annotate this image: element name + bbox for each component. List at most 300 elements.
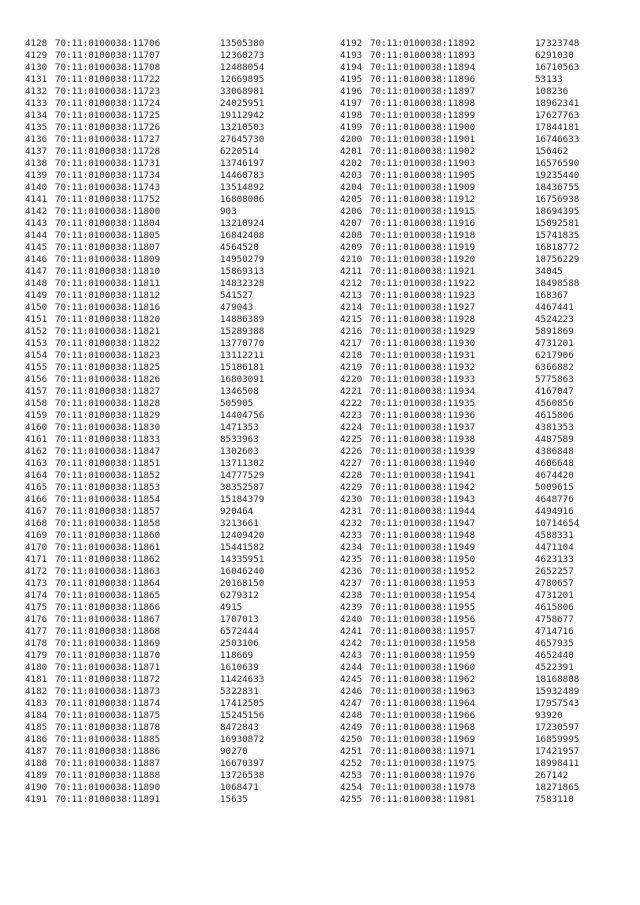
row-value: 1610639 — [220, 662, 259, 673]
row-index: 4130 — [25, 62, 48, 73]
row-index: 4241 — [340, 626, 363, 637]
cadastral-number: 70:11:0100038:11743 — [55, 182, 161, 193]
right-column — [340, 38, 579, 806]
table-row — [340, 206, 579, 218]
row-value: 4615806 — [535, 410, 574, 421]
row-value: 13514892 — [220, 182, 265, 193]
row-value: 15741835 — [535, 230, 580, 241]
table-row — [340, 86, 579, 98]
row-index: 4169 — [25, 530, 48, 541]
cadastral-number: 70:11:0100038:11940 — [370, 458, 476, 469]
row-value: 13505380 — [220, 38, 265, 49]
row-index: 4220 — [340, 374, 363, 385]
row-value: 27645730 — [220, 134, 265, 145]
row-index: 4184 — [25, 710, 48, 721]
row-index: 4244 — [340, 662, 363, 673]
table-row — [25, 554, 264, 566]
table-row — [25, 674, 264, 686]
row-value: 16756938 — [535, 194, 580, 205]
table-row — [25, 386, 264, 398]
row-index: 4157 — [25, 386, 48, 397]
row-value: 8472843 — [220, 722, 259, 733]
cadastral-number: 70:11:0100038:11728 — [55, 146, 161, 157]
cadastral-number: 70:11:0100038:11894 — [370, 62, 476, 73]
table-row — [340, 134, 579, 146]
row-value: 16803091 — [220, 374, 265, 385]
row-value: 16710563 — [535, 62, 580, 73]
table-row — [25, 350, 264, 362]
row-index: 4150 — [25, 302, 48, 313]
table-row — [340, 674, 579, 686]
row-index: 4234 — [340, 542, 363, 553]
table-row — [340, 578, 579, 590]
row-index: 4176 — [25, 614, 48, 625]
table-row — [340, 782, 579, 794]
cadastral-number: 70:11:0100038:11828 — [55, 398, 161, 409]
row-value: 168367 — [535, 290, 569, 301]
row-value: 4758677 — [535, 614, 574, 625]
row-index: 4129 — [25, 50, 48, 61]
row-value: 16746633 — [535, 134, 580, 145]
row-index: 4225 — [340, 434, 363, 445]
row-value: 16808006 — [220, 194, 265, 205]
cadastral-number: 70:11:0100038:11932 — [370, 362, 476, 373]
cadastral-number: 70:11:0100038:11708 — [55, 62, 161, 73]
row-value: 12409420 — [220, 530, 265, 541]
row-index: 4243 — [340, 650, 363, 661]
cadastral-number: 70:11:0100038:11805 — [55, 230, 161, 241]
row-value: 17412505 — [220, 698, 265, 709]
table-row — [340, 698, 579, 710]
row-value: 4167047 — [535, 386, 574, 397]
row-index: 4159 — [25, 410, 48, 421]
row-index: 4144 — [25, 230, 48, 241]
cadastral-number: 70:11:0100038:11919 — [370, 242, 476, 253]
row-index: 4170 — [25, 542, 48, 553]
row-index: 4132 — [25, 86, 48, 97]
row-value: 16576590 — [535, 158, 580, 169]
cadastral-number: 70:11:0100038:11927 — [370, 302, 476, 313]
row-index: 4154 — [25, 350, 48, 361]
cadastral-number: 70:11:0100038:11937 — [370, 422, 476, 433]
table-row — [25, 590, 264, 602]
table-row — [340, 350, 579, 362]
table-row — [340, 710, 579, 722]
cadastral-number: 70:11:0100038:11887 — [55, 758, 161, 769]
row-value: 4471104 — [535, 542, 574, 553]
cadastral-number: 70:11:0100038:11893 — [370, 50, 476, 61]
row-value: 53133 — [535, 74, 563, 85]
row-value: 6220514 — [220, 146, 259, 157]
row-index: 4205 — [340, 194, 363, 205]
row-index: 4163 — [25, 458, 48, 469]
cadastral-number: 70:11:0100038:11872 — [55, 674, 161, 685]
row-value: 14460783 — [220, 170, 265, 181]
row-value: 1346508 — [220, 386, 259, 397]
row-value: 16818772 — [535, 242, 580, 253]
row-index: 4185 — [25, 722, 48, 733]
cadastral-number: 70:11:0100038:11873 — [55, 686, 161, 697]
row-index: 4143 — [25, 218, 48, 229]
cadastral-number: 70:11:0100038:11890 — [55, 782, 161, 793]
row-value: 33068981 — [220, 86, 265, 97]
cadastral-number: 70:11:0100038:11816 — [55, 302, 161, 313]
row-value: 38352587 — [220, 482, 265, 493]
table-row — [25, 374, 264, 386]
cadastral-number: 70:11:0100038:11905 — [370, 170, 476, 181]
cadastral-number: 70:11:0100038:11952 — [370, 566, 476, 577]
row-value: 18694395 — [535, 206, 580, 217]
row-value: 4674420 — [535, 470, 574, 481]
table-row — [340, 470, 579, 482]
cadastral-number: 70:11:0100038:11948 — [370, 530, 476, 541]
table-row — [25, 650, 264, 662]
cadastral-number: 70:11:0100038:11707 — [55, 50, 161, 61]
row-index: 4146 — [25, 254, 48, 265]
table-row — [340, 626, 579, 638]
cadastral-number: 70:11:0100038:11886 — [55, 746, 161, 757]
table-row — [25, 422, 264, 434]
table-row — [25, 734, 264, 746]
cadastral-number: 70:11:0100038:11933 — [370, 374, 476, 385]
table-row — [340, 242, 579, 254]
row-value: 12488054 — [220, 62, 265, 73]
row-index: 4250 — [340, 734, 363, 745]
cadastral-number: 70:11:0100038:11811 — [55, 278, 161, 289]
row-index: 4254 — [340, 782, 363, 793]
row-value: 4386848 — [535, 446, 574, 457]
row-value: 18962341 — [535, 98, 580, 109]
cadastral-number: 70:11:0100038:11898 — [370, 98, 476, 109]
row-value: 15092581 — [535, 218, 580, 229]
cadastral-number: 70:11:0100038:11962 — [370, 674, 476, 685]
table-row — [340, 50, 579, 62]
row-index: 4188 — [25, 758, 48, 769]
table-row — [340, 530, 579, 542]
row-index: 4247 — [340, 698, 363, 709]
row-value: 16930872 — [220, 734, 265, 745]
table-row — [25, 722, 264, 734]
row-value: 16859995 — [535, 734, 580, 745]
row-index: 4133 — [25, 98, 48, 109]
cadastral-number: 70:11:0100038:11888 — [55, 770, 161, 781]
row-index: 4249 — [340, 722, 363, 733]
table-row — [25, 686, 264, 698]
cadastral-number: 70:11:0100038:11900 — [370, 122, 476, 133]
cadastral-number: 70:11:0100038:11826 — [55, 374, 161, 385]
cadastral-number: 70:11:0100038:11892 — [370, 38, 476, 49]
cadastral-number: 70:11:0100038:11969 — [370, 734, 476, 745]
row-value: 4381353 — [535, 422, 574, 433]
row-value: 13726538 — [220, 770, 265, 781]
row-index: 4200 — [340, 134, 363, 145]
cadastral-number: 70:11:0100038:11724 — [55, 98, 161, 109]
table-row — [25, 398, 264, 410]
row-value: 13746197 — [220, 158, 265, 169]
cadastral-number: 70:11:0100038:11923 — [370, 290, 476, 301]
table-row — [340, 590, 579, 602]
row-value: 920464 — [220, 506, 254, 517]
cadastral-number: 70:11:0100038:11861 — [55, 542, 161, 553]
cadastral-number: 70:11:0100038:11851 — [55, 458, 161, 469]
table-row — [25, 158, 264, 170]
row-index: 4216 — [340, 326, 363, 337]
cadastral-number: 70:11:0100038:11959 — [370, 650, 476, 661]
cadastral-number: 70:11:0100038:11825 — [55, 362, 161, 373]
table-row — [340, 230, 579, 242]
row-value: 6366882 — [535, 362, 574, 373]
row-index: 4223 — [340, 410, 363, 421]
row-value: 1707013 — [220, 614, 259, 625]
row-index: 4142 — [25, 206, 48, 217]
cadastral-number: 70:11:0100038:11869 — [55, 638, 161, 649]
table-row — [25, 482, 264, 494]
table-row — [25, 746, 264, 758]
row-value: 16842408 — [220, 230, 265, 241]
row-index: 4178 — [25, 638, 48, 649]
row-index: 4212 — [340, 278, 363, 289]
table-row — [25, 146, 264, 158]
cadastral-number: 70:11:0100038:11956 — [370, 614, 476, 625]
table-row — [340, 266, 579, 278]
table-row — [25, 494, 264, 506]
row-index: 4251 — [340, 746, 363, 757]
row-index: 4202 — [340, 158, 363, 169]
cadastral-number: 70:11:0100038:11953 — [370, 578, 476, 589]
row-value: 17627763 — [535, 110, 580, 121]
row-index: 4172 — [25, 566, 48, 577]
row-value: 1302603 — [220, 446, 259, 457]
row-value: 18436755 — [535, 182, 580, 193]
cadastral-number: 70:11:0100038:11864 — [55, 578, 161, 589]
row-value: 90270 — [220, 746, 248, 757]
cadastral-number: 70:11:0100038:11897 — [370, 86, 476, 97]
row-value: 15869313 — [220, 266, 265, 277]
row-value: 16046240 — [220, 566, 265, 577]
cadastral-number: 70:11:0100038:11935 — [370, 398, 476, 409]
row-index: 4224 — [340, 422, 363, 433]
row-value: 4731201 — [535, 590, 574, 601]
row-value: 479043 — [220, 302, 254, 313]
table-row — [340, 602, 579, 614]
table-row — [25, 410, 264, 422]
cadastral-number: 70:11:0100038:11971 — [370, 746, 476, 757]
row-index: 4151 — [25, 314, 48, 325]
table-row — [25, 470, 264, 482]
row-value: 13711302 — [220, 458, 265, 469]
row-value: 14404756 — [220, 410, 265, 421]
table-row — [25, 38, 264, 50]
cadastral-number: 70:11:0100038:11922 — [370, 278, 476, 289]
table-row — [340, 158, 579, 170]
table-row — [25, 626, 264, 638]
row-index: 4222 — [340, 398, 363, 409]
row-value: 14832328 — [220, 278, 265, 289]
row-index: 4231 — [340, 506, 363, 517]
row-index: 4207 — [340, 218, 363, 229]
table-row — [340, 218, 579, 230]
row-index: 4201 — [340, 146, 363, 157]
row-index: 4240 — [340, 614, 363, 625]
table-row — [25, 710, 264, 722]
row-index: 4197 — [340, 98, 363, 109]
row-value: 15932489 — [535, 686, 580, 697]
cadastral-number: 70:11:0100038:11964 — [370, 698, 476, 709]
row-value: 13210503 — [220, 122, 265, 133]
row-index: 4180 — [25, 662, 48, 673]
cadastral-number: 70:11:0100038:11955 — [370, 602, 476, 613]
row-index: 4179 — [25, 650, 48, 661]
cadastral-number: 70:11:0100038:11921 — [370, 266, 476, 277]
row-index: 4229 — [340, 482, 363, 493]
row-index: 4141 — [25, 194, 48, 205]
cadastral-number: 70:11:0100038:11918 — [370, 230, 476, 241]
table-row — [340, 506, 579, 518]
table-row — [340, 458, 579, 470]
row-value: 15441582 — [220, 542, 265, 553]
table-row — [340, 734, 579, 746]
cadastral-number: 70:11:0100038:11822 — [55, 338, 161, 349]
row-index: 4147 — [25, 266, 48, 277]
cadastral-number: 70:11:0100038:11928 — [370, 314, 476, 325]
table-row — [340, 542, 579, 554]
row-index: 4164 — [25, 470, 48, 481]
table-row — [25, 86, 264, 98]
row-index: 4218 — [340, 350, 363, 361]
row-index: 4242 — [340, 638, 363, 649]
cadastral-number: 70:11:0100038:11858 — [55, 518, 161, 529]
cadastral-number: 70:11:0100038:11909 — [370, 182, 476, 193]
table-row — [25, 230, 264, 242]
row-index: 4189 — [25, 770, 48, 781]
row-value: 4780657 — [535, 578, 574, 589]
row-value: 108236 — [535, 86, 569, 97]
table-row — [340, 374, 579, 386]
table-row — [340, 758, 579, 770]
row-value: 4524223 — [535, 314, 574, 325]
row-value: 24025951 — [220, 98, 265, 109]
table-row — [25, 530, 264, 542]
row-value: 15245156 — [220, 710, 265, 721]
cadastral-number: 70:11:0100038:11800 — [55, 206, 161, 217]
row-index: 4239 — [340, 602, 363, 613]
cadastral-number: 70:11:0100038:11833 — [55, 434, 161, 445]
cadastral-number: 70:11:0100038:11867 — [55, 614, 161, 625]
row-value: 4623133 — [535, 554, 574, 565]
table-row — [340, 146, 579, 158]
cadastral-number: 70:11:0100038:11734 — [55, 170, 161, 181]
table-row — [340, 38, 579, 50]
table-row — [25, 50, 264, 62]
row-value: 4467441 — [535, 302, 574, 313]
row-value: 10714654 — [535, 518, 580, 529]
row-index: 4252 — [340, 758, 363, 769]
cadastral-number: 70:11:0100038:11727 — [55, 134, 161, 145]
row-index: 4171 — [25, 554, 48, 565]
row-value: 17421957 — [535, 746, 580, 757]
row-index: 4174 — [25, 590, 48, 601]
row-value: 4494916 — [535, 506, 574, 517]
row-value: 13770770 — [220, 338, 265, 349]
table-row — [340, 122, 579, 134]
row-value: 4522391 — [535, 662, 574, 673]
row-value: 18498588 — [535, 278, 580, 289]
row-index: 4138 — [25, 158, 48, 169]
cadastral-number: 70:11:0100038:11868 — [55, 626, 161, 637]
cadastral-number: 70:11:0100038:11903 — [370, 158, 476, 169]
row-index: 4213 — [340, 290, 363, 301]
row-value: 505905 — [220, 398, 254, 409]
cadastral-number: 70:11:0100038:11931 — [370, 350, 476, 361]
row-value: 3213661 — [220, 518, 259, 529]
row-index: 4217 — [340, 338, 363, 349]
row-value: 4487589 — [535, 434, 574, 445]
row-value: 18756229 — [535, 254, 580, 265]
table-row — [25, 254, 264, 266]
cadastral-number: 70:11:0100038:11957 — [370, 626, 476, 637]
cadastral-number: 70:11:0100038:11812 — [55, 290, 161, 301]
row-index: 4168 — [25, 518, 48, 529]
cadastral-number: 70:11:0100038:11901 — [370, 134, 476, 145]
cadastral-number: 70:11:0100038:11847 — [55, 446, 161, 457]
cadastral-number: 70:11:0100038:11899 — [370, 110, 476, 121]
row-value: 4652440 — [535, 650, 574, 661]
row-value: 15186181 — [220, 362, 265, 373]
table-row — [25, 122, 264, 134]
row-index: 4167 — [25, 506, 48, 517]
cadastral-number: 70:11:0100038:11752 — [55, 194, 161, 205]
table-row — [340, 110, 579, 122]
row-index: 4233 — [340, 530, 363, 541]
row-index: 4196 — [340, 86, 363, 97]
table-row — [340, 662, 579, 674]
row-value: 6279312 — [220, 590, 259, 601]
row-index: 4137 — [25, 146, 48, 157]
row-index: 4246 — [340, 686, 363, 697]
row-index: 4226 — [340, 446, 363, 457]
cadastral-number: 70:11:0100038:11875 — [55, 710, 161, 721]
table-row — [340, 326, 579, 338]
table-row — [25, 518, 264, 530]
row-value: 18168808 — [535, 674, 580, 685]
row-index: 4128 — [25, 38, 48, 49]
row-index: 4183 — [25, 698, 48, 709]
row-index: 4148 — [25, 278, 48, 289]
row-value: 4714716 — [535, 626, 574, 637]
row-index: 4145 — [25, 242, 48, 253]
cadastral-number: 70:11:0100038:11950 — [370, 554, 476, 565]
table-row — [340, 686, 579, 698]
row-index: 4158 — [25, 398, 48, 409]
row-value: 118669 — [220, 650, 254, 661]
row-index: 4140 — [25, 182, 48, 193]
cadastral-number: 70:11:0100038:11941 — [370, 470, 476, 481]
cadastral-number: 70:11:0100038:11821 — [55, 326, 161, 337]
cadastral-number: 70:11:0100038:11820 — [55, 314, 161, 325]
cadastral-number: 70:11:0100038:11929 — [370, 326, 476, 337]
row-index: 4156 — [25, 374, 48, 385]
table-row — [340, 518, 579, 530]
row-value: 19112942 — [220, 110, 265, 121]
table-row — [25, 758, 264, 770]
cadastral-number: 70:11:0100038:11860 — [55, 530, 161, 541]
cadastral-number: 70:11:0100038:11865 — [55, 590, 161, 601]
row-index: 4245 — [340, 674, 363, 685]
cadastral-number: 70:11:0100038:11975 — [370, 758, 476, 769]
row-value: 4606648 — [535, 458, 574, 469]
table-row — [25, 662, 264, 674]
cadastral-number: 70:11:0100038:11725 — [55, 110, 161, 121]
